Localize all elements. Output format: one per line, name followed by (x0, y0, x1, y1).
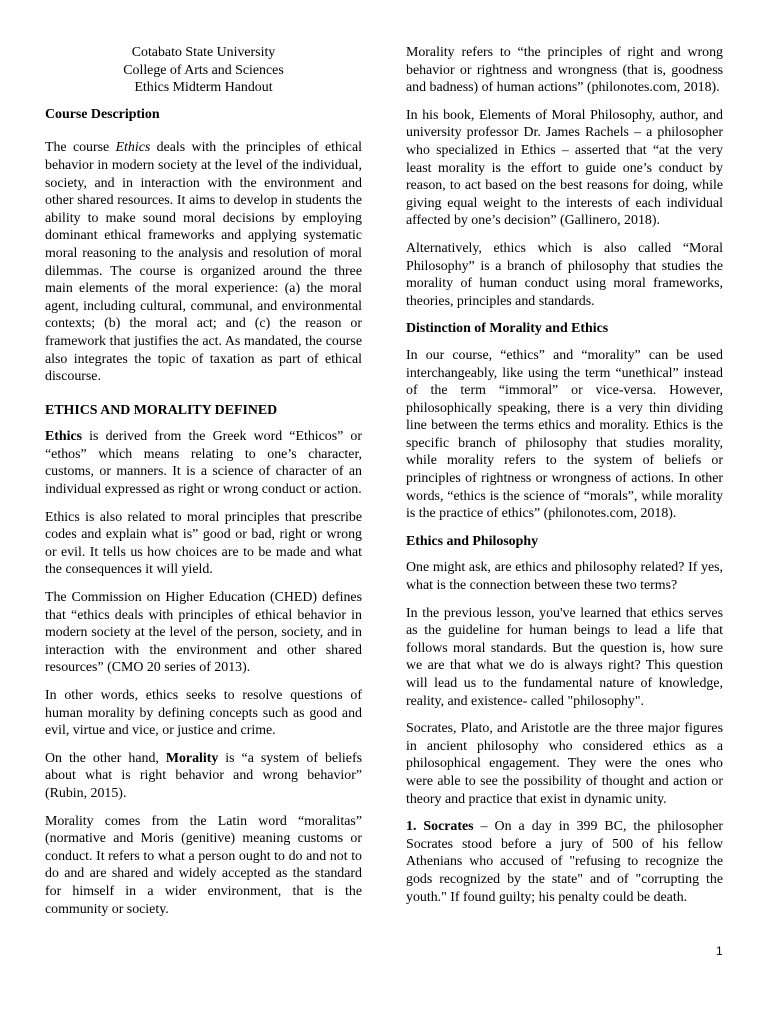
page-number: 1 (716, 944, 723, 958)
distinction-paragraph: In our course, “ethics” and “morality” can be used interchangeably, like using the term “unethical” instead of the term “immoral” or vice-versa. However, philosophically speaking, there is a very thin dividing line between the terms ethics and morality. Ethics is the specific branch of philosophy that studies morality, while morality refers to the system of beliefs or principles of rightness or wrongness of actions. In other words, “ethics is the science of “morals”, while morality is the practice of ethics” (philonotes.com, 2018). (406, 347, 723, 522)
course-description-paragraph (45, 139, 362, 385)
course-desc-text-end: deals with the principles of ethical behavior in modern society at the level of the individual, society, and in interaction with the environment and other shared resources. It aims to develop in students the ability to make sound moral decisions by employing dominant ethical frameworks and applying systematic moral reasoning to the analysis and resolution of moral dilemmas. The course is organized around the three main elements of the moral experience: (a) the moral agent, including cultural, communal, and environmental contexts; (b) the moral act; and (c) the reason or framework that justifies the act. As mandated, the course also integrates the topic of taxation as part of ethical discourse. (45, 140, 362, 385)
university-name: Cotabato State University (131, 45, 276, 60)
course-desc-text-start: The course (45, 140, 116, 156)
college-name: College of Arts and Sciences (123, 62, 284, 78)
previous-lesson-paragraph: In the previous lesson, you've learned that ethics serves as the guideline for human beings to lead a life that follows moral standards. But the question is, how sure we are that what we do is always right? This question will lead us to the fundamental nature of knowledge, reality, and existence- called "philosophy". (406, 605, 723, 709)
morality-refers-paragraph: Morality refers to “the principles of right and wrong behavior or rightness and wrongness (that is, goodness and badness) of human actions” (philonotes.com, 2018). (406, 45, 723, 96)
socrates-paragraph (406, 818, 723, 906)
morality-intro-text: On the other hand, (45, 750, 166, 766)
left-column (45, 44, 362, 928)
handout-title: Ethics Midterm Handout (134, 80, 273, 96)
three-philosophers-paragraph: Socrates, Plato, and Aristotle are the three major figures in ancient philosophy who considered ethics as a philosophical engagement. They were the ones who were able to see the possibility of thought and action or theory and practice that exist in dynamic unity. (406, 721, 723, 807)
section-heading-ethics-morality: ETHICS AND MORALITY DEFINED (45, 402, 278, 418)
morality-definition-paragraph (45, 750, 362, 803)
ethics-definition-paragraph (45, 428, 362, 498)
right-column (406, 44, 723, 916)
distinction-heading: Distinction of Morality and Ethics (406, 321, 609, 337)
ethics-definition-text: is derived from the Greek word “Ethicos” or “ethos” which means relating to one’s character, customs, or manners. It is a science of character of an individual expressed as right or wrong conduct or action. (45, 429, 362, 498)
ethics-philosophy-heading: Ethics and Philosophy (406, 533, 539, 549)
ethics-moral-principles-paragraph: Ethics is also related to moral principles that prescribe codes and explain what is” good or bad, right or wrong or evil. It tells us how choices are to be made and what the consequences it will yield. (45, 509, 362, 578)
ched-definition-paragraph: The Commission on Higher Education (CHED) defines that “ethics deals with principles of ethical behavior in modern society at the level of the person, society, and in interaction with the environment and other shared resources” (CMO 20 series of 2013). (45, 590, 362, 676)
document-header (45, 44, 362, 97)
other-words-paragraph: In other words, ethics seeks to resolve questions of human morality by defining concepts such as good and evil, virtue and vice, or justice and crime. (45, 688, 362, 739)
rachels-paragraph: In his book, Elements of Moral Philosophy, author, and university professor Dr. James Rachels – a philosopher who specialized in Ethics – asserted that “at the very least morality is the effort to guide one’s conduct by reason, to act based on the best reasons for doing, while giving equal weight to the interests of each individual affected by one’s decision” (Gallinero, 2018). (406, 107, 723, 229)
socrates-text: – On a day in 399 BC, the philosopher Socrates stood before a jury of 500 of his fellow Athenians who accused of "refusing to recognize the gods recognized by the state" and of "corrupting the youth." If found guilty; his penalty could be death. (406, 819, 723, 905)
morality-term: Morality (165, 750, 219, 766)
morality-etymology-paragraph: Morality comes from the Latin word “moralitas” (normative and Moris (genitive) meaning customs or conduct. It refers to what a person ought to do and not to do and are shared and widely accepted as the standard for himself in a wider environment, that is the community or society. (45, 813, 362, 917)
moral-philosophy-paragraph: Alternatively, ethics which is also called “Moral Philosophy” is a branch of philosophy that studies the morality of human conduct using moral frameworks, theories, principles and standards. (406, 240, 723, 309)
ethics-term: Ethics (45, 429, 83, 445)
ethics-philosophy-question-paragraph: One might ask, are ethics and philosophy related? If yes, what is the connection between these two terms? (406, 560, 723, 594)
course-name-emphasis: Ethics (115, 140, 151, 156)
morality-definition-text: is “a system of beliefs about what is right behavior and wrong behavior” (Rubin, 2015). (45, 750, 362, 801)
socrates-term: 1. Socrates (406, 819, 474, 835)
course-description-heading: Course Description (45, 106, 160, 122)
